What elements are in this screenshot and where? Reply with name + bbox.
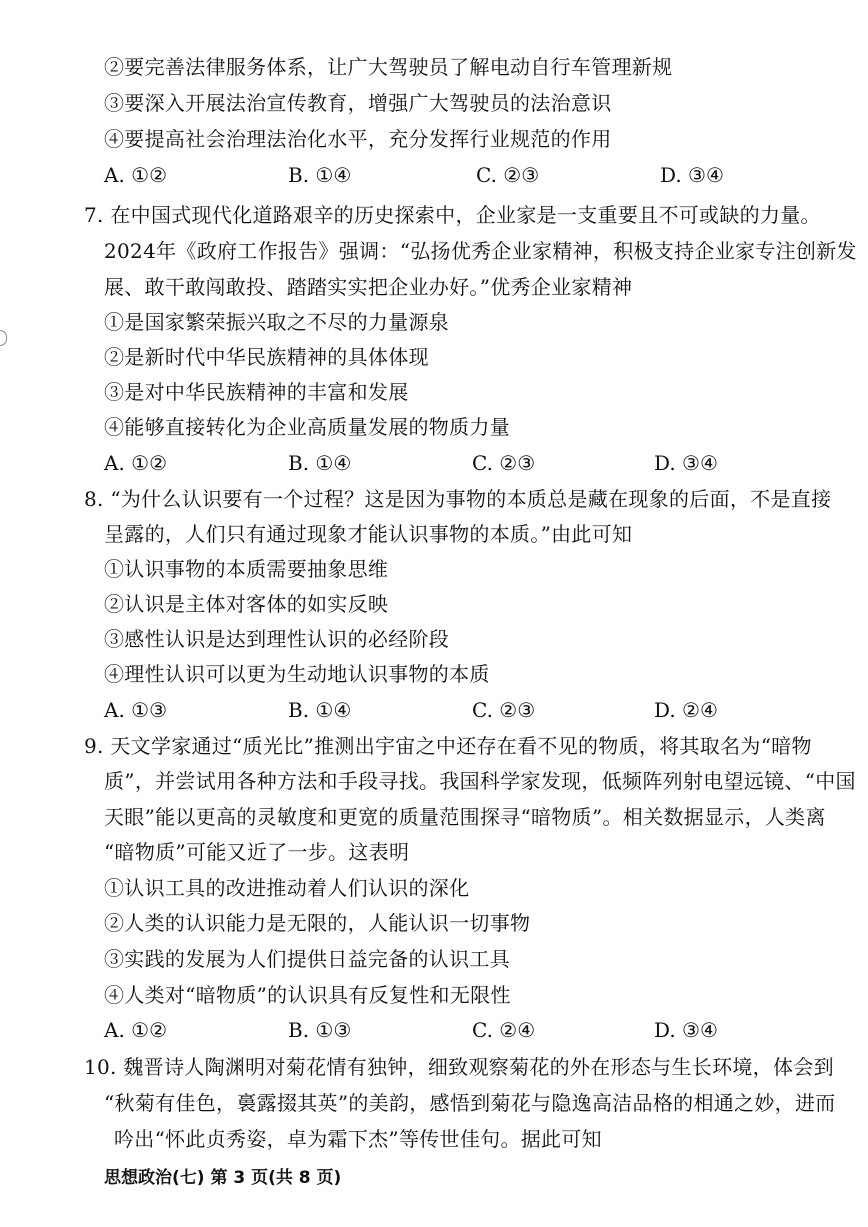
- q9-stem-line-4: “暗物质”可能又近了一步。这表明: [104, 840, 410, 864]
- q7-item-2: ②是新时代中华民族精神的具体体现: [104, 345, 429, 369]
- q9-item-3: ③实践的发展为人们提供日益完备的认识工具: [104, 947, 510, 971]
- q10-stem-line-2: “秋菊有佳色，裛露掇其英”的美韵，感悟到菊花与隐逸高洁品格的相通之妙，进而: [104, 1091, 836, 1115]
- q7-item-4: ④能够直接转化为企业高质量发展的物质力量: [104, 415, 510, 439]
- q9-stem-line-3: 天眼”能以更高的灵敏度和更宽的质量范围探寻“暗物质”。相关数据显示，人类离: [104, 805, 826, 829]
- q10-stem-line-3: 吟出“怀此贞秀姿，卓为霜下杰”等传世佳句。据此可知: [114, 1127, 602, 1151]
- q6-option-d: D. ③④: [660, 163, 724, 187]
- q8-item-1: ①认识事物的本质需要抽象思维: [104, 557, 389, 581]
- q6-item-2: ②要完善法律服务体系，让广大驾驶员了解电动自行车管理新规: [104, 55, 673, 79]
- page-footer: 思想政治(七) 第 3 页(共 8 页): [104, 1168, 342, 1188]
- q9-item-4: ④人类对“暗物质”的认识具有反复性和无限性: [104, 983, 511, 1007]
- q9-item-2: ②人类的认识能力是无限的，人能认识一切事物: [104, 911, 531, 935]
- binding-edge-mark: [0, 330, 7, 346]
- q8-item-2: ②认识是主体对客体的如实反映: [104, 592, 389, 616]
- q6-item-4: ④要提高社会治理法治化水平，充分发挥行业规范的作用: [104, 127, 612, 151]
- q6-item-3: ③要深入开展法治宣传教育，增强广大驾驶员的法治意识: [104, 91, 612, 115]
- q7-item-3: ③是对中华民族精神的丰富和发展: [104, 380, 409, 404]
- q7-stem-line-3: 展、敢干敢闯敢投、踏踏实实把企业办好。”优秀企业家精神: [104, 275, 633, 299]
- q6-option-a: A. ①②: [104, 163, 168, 187]
- q9-option-a: A. ①②: [104, 1018, 168, 1042]
- q8-item-4: ④理性认识可以更为生动地认识事物的本质: [104, 662, 490, 686]
- q9-option-c: C. ②④: [472, 1018, 536, 1042]
- q7-item-1: ①是国家繁荣振兴取之不尽的力量源泉: [104, 310, 450, 334]
- q7-option-c: C. ②③: [472, 451, 536, 475]
- q7-option-a: A. ①②: [104, 451, 168, 475]
- q6-option-b: B. ①④: [288, 163, 352, 187]
- q9-item-1: ①认识工具的改进推动着人们认识的深化: [104, 876, 470, 900]
- q8-item-3: ③感性认识是达到理性认识的必经阶段: [104, 627, 450, 651]
- q7-stem-line-1: 7. 在中国式现代化道路艰辛的历史探索中，企业家是一支重要且不可或缺的力量。: [84, 203, 821, 227]
- q8-stem-line-2: 呈露的，人们只有通过现象才能认识事物的本质。”由此可知: [104, 522, 633, 546]
- q9-option-b: B. ①③: [288, 1018, 352, 1042]
- q8-option-c: C. ②③: [472, 698, 536, 722]
- q8-stem-line-1: 8. “为什么认识要有一个过程？这是因为事物的本质总是藏在现象的后面，不是直接: [84, 487, 832, 511]
- q9-stem-line-2: 质”，并尝试用各种方法和手段寻找。我国科学家发现，低频阵列射电望远镜、“中国: [104, 769, 856, 793]
- q10-stem-line-1: 10. 魏晋诗人陶渊明对菊花情有独钟，细致观察菊花的外在形态与生长环境，体会到: [84, 1055, 834, 1079]
- q6-option-c: C. ②③: [476, 163, 540, 187]
- q7-stem-line-2: 2024年《政府工作报告》强调：“弘扬优秀企业家精神，积极支持企业家专注创新发: [104, 239, 857, 263]
- q9-option-d: D. ③④: [654, 1018, 718, 1042]
- q8-option-b: B. ①④: [288, 698, 352, 722]
- q8-option-d: D. ②④: [654, 698, 718, 722]
- q8-option-a: A. ①③: [104, 698, 168, 722]
- q9-stem-line-1: 9. 天文学家通过“质光比”推测出宇宙之中还存在看不见的物质，将其取名为“暗物: [84, 734, 812, 758]
- q7-option-b: B. ①④: [288, 451, 352, 475]
- q7-option-d: D. ③④: [654, 451, 718, 475]
